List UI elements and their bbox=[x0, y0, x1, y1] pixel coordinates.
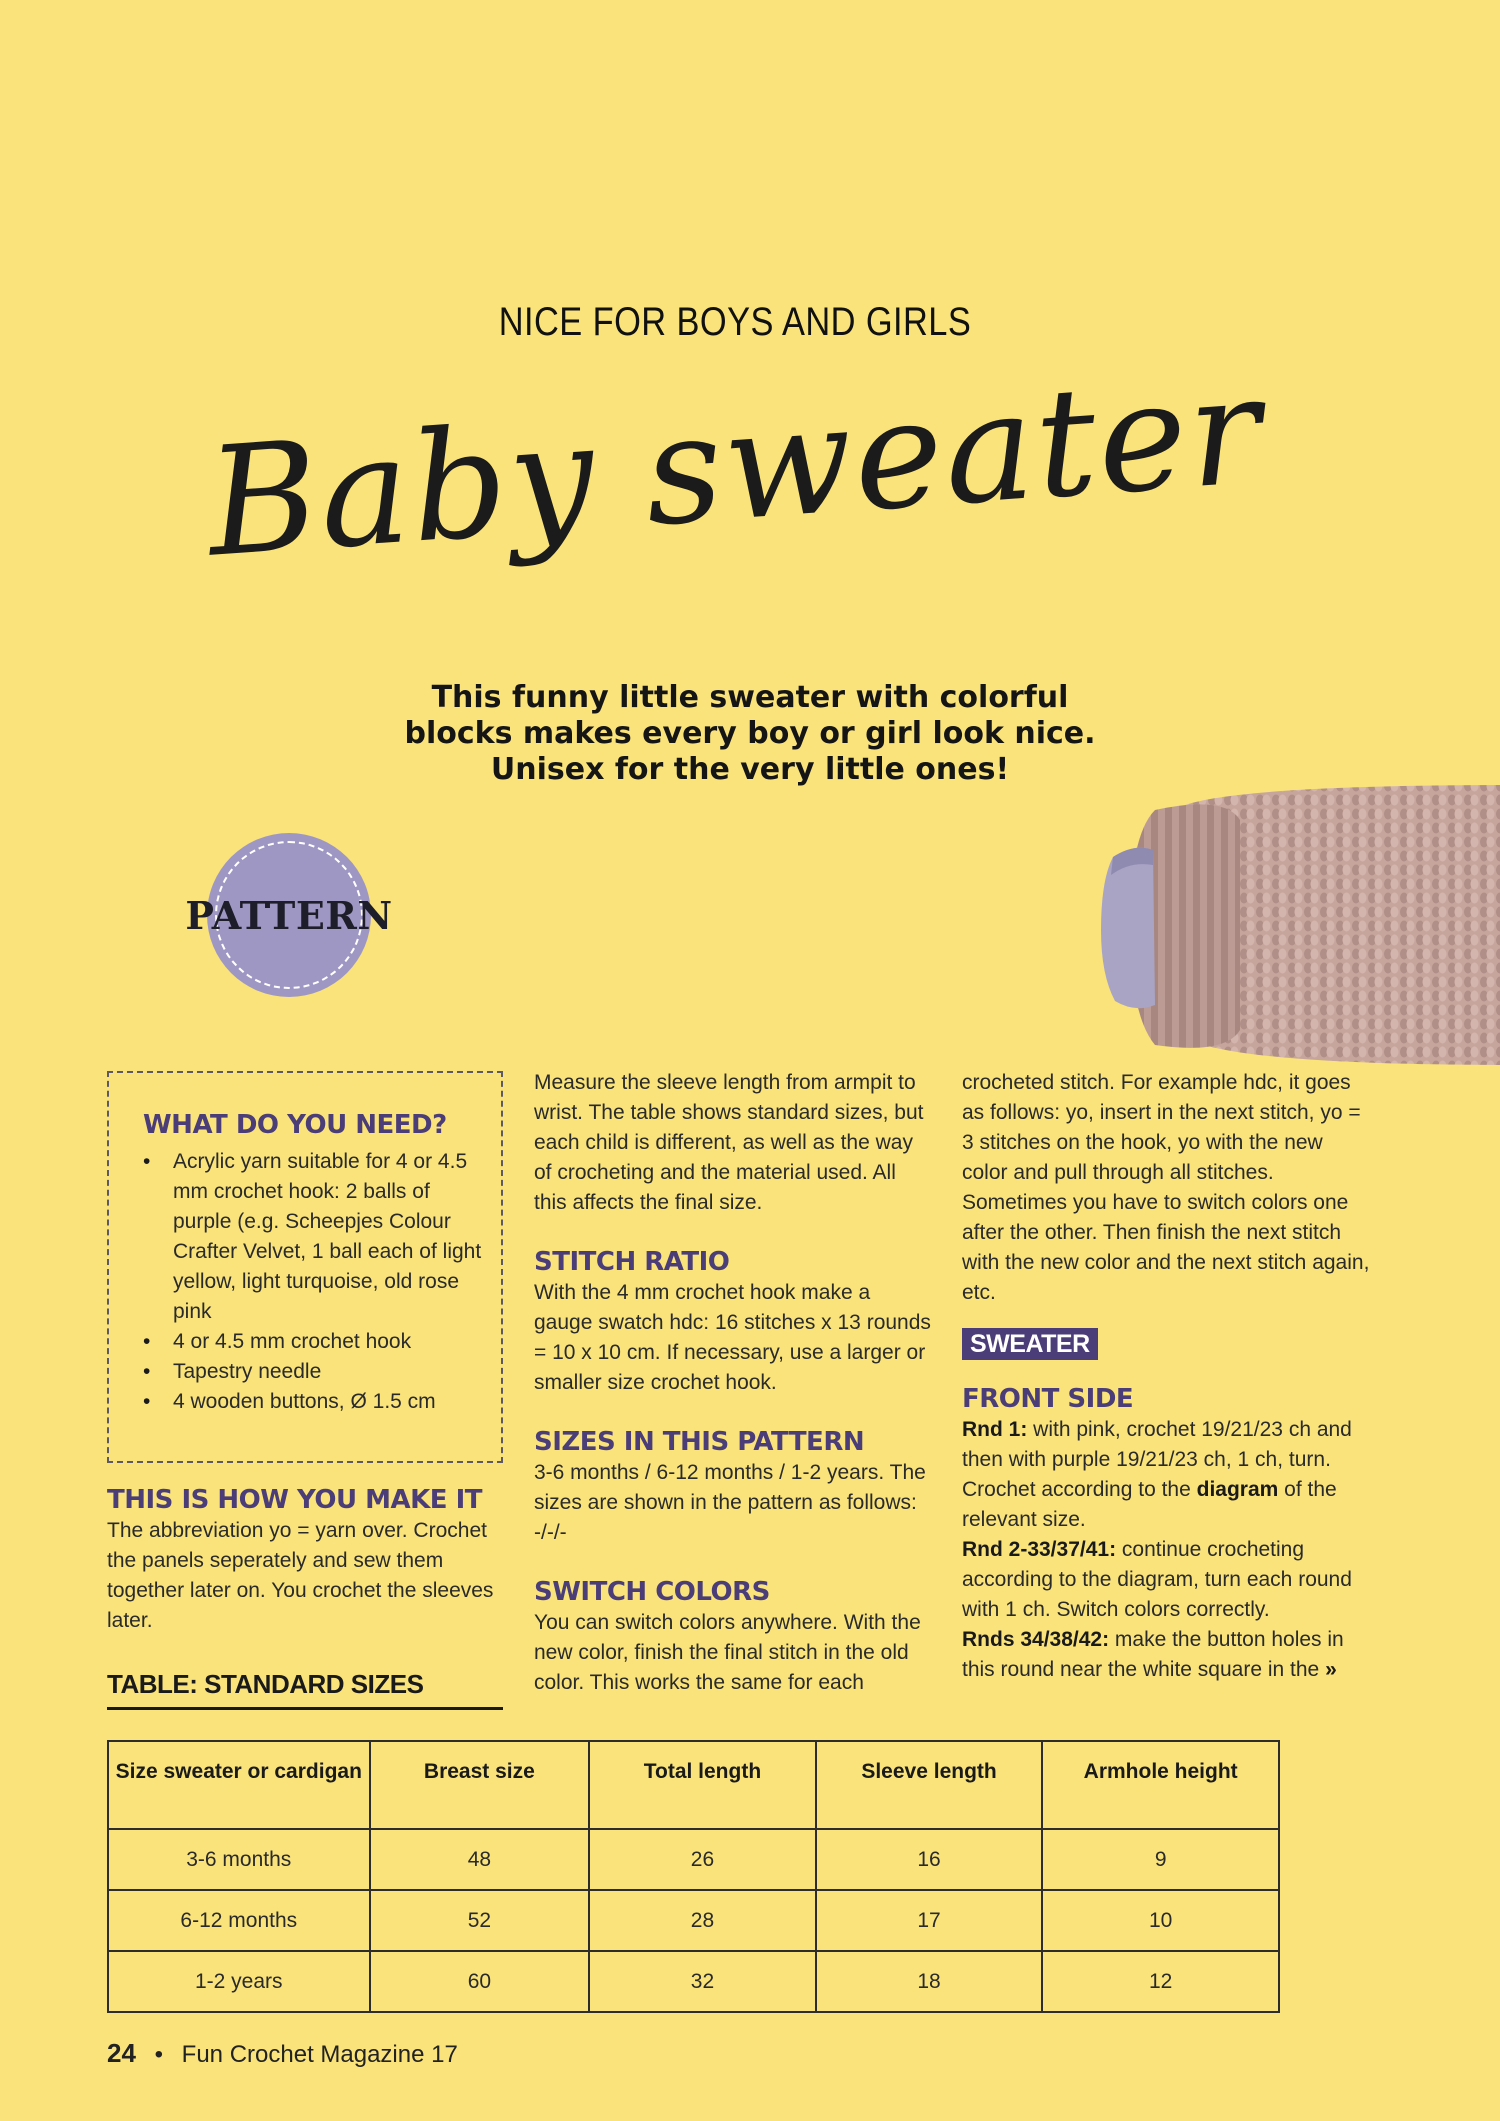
table-cell: 9 bbox=[1042, 1829, 1279, 1890]
round-2-text bbox=[962, 1535, 1372, 1625]
badge-label: PATTERN bbox=[185, 892, 393, 938]
round-1-label: Rnd 1: bbox=[962, 1418, 1028, 1441]
table-row bbox=[108, 1890, 1279, 1951]
table-cell: 10 bbox=[1042, 1890, 1279, 1951]
round-3-label: Rnds 34/38/42: bbox=[962, 1628, 1110, 1651]
color-switch-text: crocheted stitch. For example hdc, it goes as follows: yo, insert in the next stitch, yo = 3 stitches on the hook, yo with the new color and pull through all stitches. Sometimes you have to switch colors one after the other. Then finish the next stitch with the new color and the next stitch again, etc. bbox=[962, 1071, 1370, 1304]
round-1-end: of the relevant size. bbox=[962, 1478, 1337, 1531]
round-3-text bbox=[962, 1625, 1372, 1685]
table-cell: 6-12 months bbox=[108, 1890, 370, 1951]
materials-item: • 4 wooden buttons, Ø 1.5 cm bbox=[143, 1387, 483, 1417]
round-2-body: continue crocheting according to the diagram, turn each round with 1 ch. Switch colors correctly. bbox=[962, 1538, 1352, 1621]
table-row bbox=[108, 1829, 1279, 1890]
table-cell: 16 bbox=[816, 1829, 1043, 1890]
pattern-badge bbox=[185, 833, 393, 997]
table-header: Armhole height bbox=[1042, 1741, 1279, 1829]
materials-item: • Tapestry needle bbox=[143, 1357, 483, 1387]
round-1-text bbox=[962, 1415, 1372, 1535]
page-title: Baby sweater bbox=[201, 343, 1268, 591]
page-number: 24 bbox=[107, 2038, 136, 2068]
table-header: Size sweater or cardigan bbox=[108, 1741, 370, 1829]
table-row bbox=[108, 1951, 1279, 2012]
diagram-ref: diagram bbox=[1196, 1478, 1279, 1501]
stitch-ratio-heading: STITCH RATIO bbox=[534, 1247, 730, 1277]
table-cell: 26 bbox=[589, 1829, 816, 1890]
materials-heading: WHAT DO YOU NEED? bbox=[143, 1110, 447, 1140]
stitch-ratio-text: With the 4 mm crochet hook make a gauge swatch hdc: 16 stitches x 13 rounds = 10 x 10 cm. If necessary, use a larger or smaller size crochet hook. bbox=[534, 1281, 931, 1394]
table-cell: 32 bbox=[589, 1951, 816, 2012]
table-header: Total length bbox=[589, 1741, 816, 1829]
table-cell: 60 bbox=[370, 1951, 590, 2012]
intro-text: This funny little sweater with colorful blocks makes every boy or girl look nice. Unisex for the very little ones! bbox=[404, 680, 1096, 787]
table-cell: 48 bbox=[370, 1829, 590, 1890]
standard-sizes-table bbox=[107, 1740, 1280, 2013]
table-cell: 18 bbox=[816, 1951, 1043, 2012]
table-cell: 1-2 years bbox=[108, 1951, 370, 2012]
switch-colors-heading: SWITCH COLORS bbox=[534, 1577, 770, 1607]
materials-item: • 4 or 4.5 mm crochet hook bbox=[143, 1327, 483, 1357]
column-3 bbox=[962, 1068, 1372, 1685]
footer-bullet: • bbox=[154, 2041, 163, 2068]
continue-arrow: » bbox=[1325, 1658, 1337, 1681]
table-header: Breast size bbox=[370, 1741, 590, 1829]
table-cell: 28 bbox=[589, 1890, 816, 1951]
table-cell: 3-6 months bbox=[108, 1829, 370, 1890]
howto-section bbox=[107, 1484, 507, 1636]
sizes-text: 3-6 months / 6-12 months / 1-2 years. The sizes are shown in the pattern as follows: -/-/- bbox=[534, 1461, 926, 1544]
round-1-body: with pink, crochet 19/21/23 ch and then with purple 19/21/23 ch, 1 ch, turn. Crochet according to the bbox=[962, 1418, 1352, 1501]
round-2-label: Rnd 2-33/37/41: bbox=[962, 1538, 1117, 1561]
table-title: TABLE: STANDARD SIZES bbox=[107, 1667, 503, 1710]
front-side-heading: FRONT SIDE bbox=[962, 1384, 1134, 1414]
table-cell: 52 bbox=[370, 1890, 590, 1951]
column-2 bbox=[534, 1068, 934, 1698]
round-3-body: make the button holes in this round near the white square in the bbox=[962, 1628, 1344, 1681]
materials-item: • Acrylic yarn suitable for 4 or 4.5 mm crochet hook: 2 balls of purple (e.g. Scheepjes Colour Crafter Velvet, 1 ball each of light yellow, light turquoise, old rose pink bbox=[143, 1147, 483, 1327]
materials-list bbox=[143, 1147, 483, 1417]
table-header: Sleeve length bbox=[816, 1741, 1043, 1829]
howto-text: The abbreviation yo = yarn over. Crochet the panels seperately and sew them together later on. You crochet the sleeves later. bbox=[107, 1519, 494, 1632]
table-header-row bbox=[108, 1741, 1279, 1829]
sleeve-measure-text: Measure the sleeve length from armpit to wrist. The table shows standard sizes, but each child is different, as well as the way of crocheting and the material used. All this affects the final size. bbox=[534, 1071, 924, 1214]
table-cell: 12 bbox=[1042, 1951, 1279, 2012]
sleeve-photo bbox=[1095, 765, 1500, 1075]
materials-box bbox=[107, 1071, 503, 1463]
howto-heading: THIS IS HOW YOU MAKE IT bbox=[107, 1485, 483, 1515]
magazine-name: Fun Crochet Magazine 17 bbox=[181, 2041, 458, 2068]
kicker: NICE FOR BOYS AND GIRLS bbox=[498, 300, 972, 344]
sweater-tag: SWEATER bbox=[962, 1328, 1098, 1360]
table-cell: 17 bbox=[816, 1890, 1043, 1951]
switch-colors-text: You can switch colors anywhere. With the new color, finish the final stitch in the old color. This works the same for each bbox=[534, 1611, 921, 1694]
sizes-heading: SIZES IN THIS PATTERN bbox=[534, 1427, 865, 1457]
page-footer bbox=[107, 2038, 458, 2069]
